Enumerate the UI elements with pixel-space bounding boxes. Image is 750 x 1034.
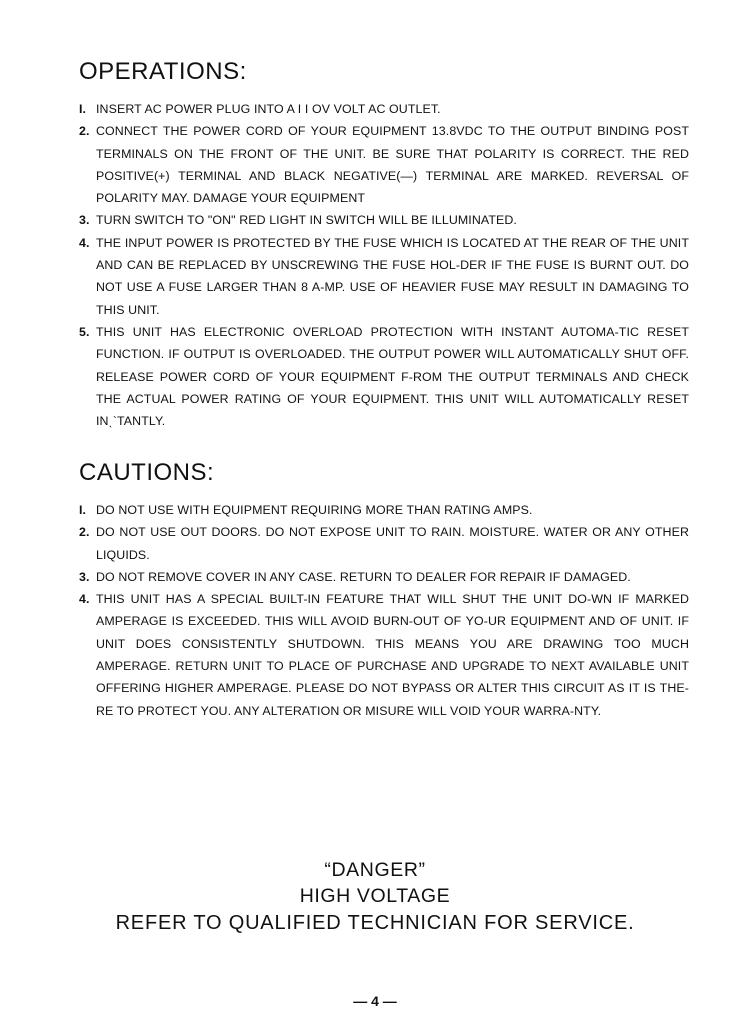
item-number: 2. [79,525,90,540]
item-number: 5. [79,324,90,339]
item-text: TURN SWITCH TO "ON" RED LIGHT IN SWITCH WILL BE ILLUMINATED. [96,213,517,228]
list-item [79,209,689,231]
item-text: DO NOT USE OUT DOORS. DO NOT EXPOSE UNIT TO RAIN. MOISTURE. WATER OR ANY OTHER LIQUIDS. [96,525,689,562]
operations-heading: OPERATIONS: [79,58,247,85]
item-text: THIS UNIT HAS ELECTRONIC OVERLOAD PROTECTION WITH INSTANT AUTOMA-TIC RESET FUNCTION. IF OUTPUT IS OVERLOADED. THE OUTPUT POWER WILL AUTOMATICALLY SHUT OFF. RELEASE POWER CORD OF YOUR EQUIPMENT F-ROM THE OUTPUT TERMINALS AND CHECK THE ACTUAL POWER RATING OF YOUR EQUIPMENT. THIS UNIT WILL AUTOMATICALLY RESET INˎ`TANTLY. [96,324,689,429]
danger-label: “DANGER” [324,859,426,881]
cautions-heading: CAUTIONS: [79,459,215,486]
item-number: 3. [79,569,90,584]
service-notice: REFER TO QUALIFIED TECHNICIAN FOR SERVICE. [115,912,635,934]
item-text: DO NOT REMOVE COVER IN ANY CASE. RETURN TO DEALER FOR REPAIR IF DAMAGED. [96,569,631,584]
item-text: THIS UNIT HAS A SPECIAL BUILT-IN FEATURE THAT WILL SHUT THE UNIT DO-WN IF MARKED AMPERAGE IS EXCEEDED. THIS WILL AVOID BURN-OUT OF YO-UR EQUIPMENT AND OF UNIT. IF UNIT DOES CONSISTENTLY SHUTDOWN. THIS MEANS YOU ARE DRAWING TOO MUCH AMPERAGE. RETURN UNIT TO PLACE OF PURCHASE AND UPGRADE TO NEXT AVAILABLE UNIT OFFERING HIGHER AMPERAGE. PLEASE DO NOT BYPASS OR ALTER THIS CIRCUIT AS IT IS THE-RE TO PROTECT YOU. ANY ALTERATION OR MISURE WILL VOID YOUR WARRA-NTY. [96,592,689,718]
list-item [79,98,689,120]
item-number: 3. [79,213,90,228]
list-item [79,566,689,588]
item-text: INSERT AC POWER PLUG INTO A I I OV VOLT AC OUTLET. [96,102,441,116]
item-number: I. [79,503,87,517]
high-voltage-label: HIGH VOLTAGE [299,885,451,907]
item-number: 2. [79,124,90,139]
item-number: I. [79,102,87,116]
item-text: DO NOT USE WITH EQUIPMENT REQUIRING MORE THAN RATING AMPS. [96,503,533,517]
page-number: — 4 — [353,993,397,1009]
operations-list [79,98,689,432]
list-item [79,588,689,722]
item-number: 4. [79,235,90,250]
list-item [79,499,689,521]
list-item [79,120,689,209]
cautions-list [79,499,689,722]
list-item [79,321,689,432]
list-item [79,232,689,321]
item-text: CONNECT THE POWER CORD OF YOUR EQUIPMENT 13.8VDC TO THE OUTPUT BINDING POST TERMINALS ON THE FRONT OF THE UNIT. BE SURE THAT POLARITY IS CORRECT. THE RED POSITIVE(+) TERMINAL AND BLACK NEGATIVE(—) TERMINAL ARE MARKED. REVERSAL OF POLARITY MAY. DAMAGE YOUR EQUIPMENT [96,124,689,206]
list-item [79,521,689,566]
item-text: THE INPUT POWER IS PROTECTED BY THE FUSE WHICH IS LOCATED AT THE REAR OF THE UNIT AND CAN BE REPLACED BY UNSCREWING THE FUSE HOL-DER IF THE FUSE IS BURNT OUT. DO NOT USE A FUSE LARGER THAN 8 A-MP. USE OF HEAVIER FUSE MAY RESULT IN DAMAGING TO THIS UNIT. [96,235,689,317]
item-number: 4. [79,592,90,607]
